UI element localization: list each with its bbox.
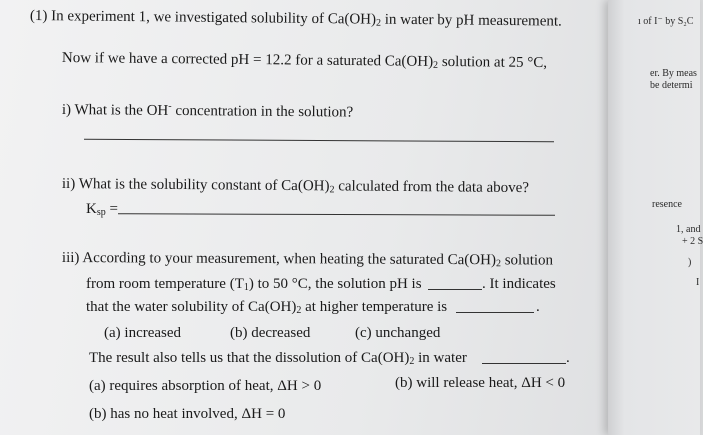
right-page-text-1: ı of I⁻ by S₂C xyxy=(638,16,694,27)
question-1-line-2: Now if we have a corrected pH = 12.2 for a saturated $Ca(OH)_2$ solution at 25 °C, xyxy=(61,49,548,72)
part-i-question: i) What is the OH- concentration in the solution? xyxy=(61,100,354,121)
right-page-text-7: ) xyxy=(688,257,692,268)
right-page-text-8: I xyxy=(696,277,700,288)
part-iii-line-5-end: . xyxy=(566,350,570,366)
part-iii-line-3: that the water solubility of $Ca(OH)_2$ at higher temperature is xyxy=(86,299,448,316)
right-page-text-3: be determi xyxy=(650,80,693,91)
answer-no-heat: (b) has no heat involved, ΔH = 0 xyxy=(89,406,286,422)
ksp-answer-line[interactable] xyxy=(118,213,555,216)
option-decreased: (b) decreased xyxy=(230,325,311,341)
part-iii-line-2a: from room temperature $(T_1)$ to 50 °C, the solution pH is xyxy=(86,276,422,293)
option-unchanged: (c) unchanged xyxy=(355,325,441,341)
part-iii-line-5: The result also tells us that the dissolution of $Ca(OH)_2$ in water xyxy=(89,350,467,367)
ph-answer-line[interactable] xyxy=(428,289,482,290)
part-iii-line-1: iii) According to your measurement, when heating the saturated $Ca(OH)_2$ solution xyxy=(61,249,554,270)
part-iii-line-2b: . It indicates xyxy=(482,276,556,292)
part-i-answer-line[interactable] xyxy=(84,139,554,142)
adjacent-page-edge xyxy=(608,0,703,435)
right-page-text-4: resence xyxy=(652,199,682,210)
part-iii-line-3-end: . xyxy=(536,299,540,315)
answer-release-heat: (b) will release heat, ΔH < 0 xyxy=(395,375,566,391)
option-increased: (a) increased xyxy=(104,325,182,341)
part-ii-question: ii) What is the solubility constant of $Ca(OH)_2$ calculated from the data above? xyxy=(61,175,530,197)
right-page-text-5: 1, and xyxy=(676,224,701,235)
answer-absorb-heat: (a) requires absorption of heat, ΔH > 0 xyxy=(89,378,322,394)
right-page-text-2: er. By meas xyxy=(650,68,697,79)
dissolution-answer-line[interactable] xyxy=(482,363,566,364)
ksp-label: $K_{sp}$ = xyxy=(86,201,118,218)
question-1-line-1: (1) In experiment 1, we investigated solubility of $Ca(OH)_2$ in water by pH measurement. xyxy=(29,7,562,30)
solubility-answer-line[interactable] xyxy=(456,312,534,313)
right-page-text-6: + 2 S xyxy=(682,236,703,247)
